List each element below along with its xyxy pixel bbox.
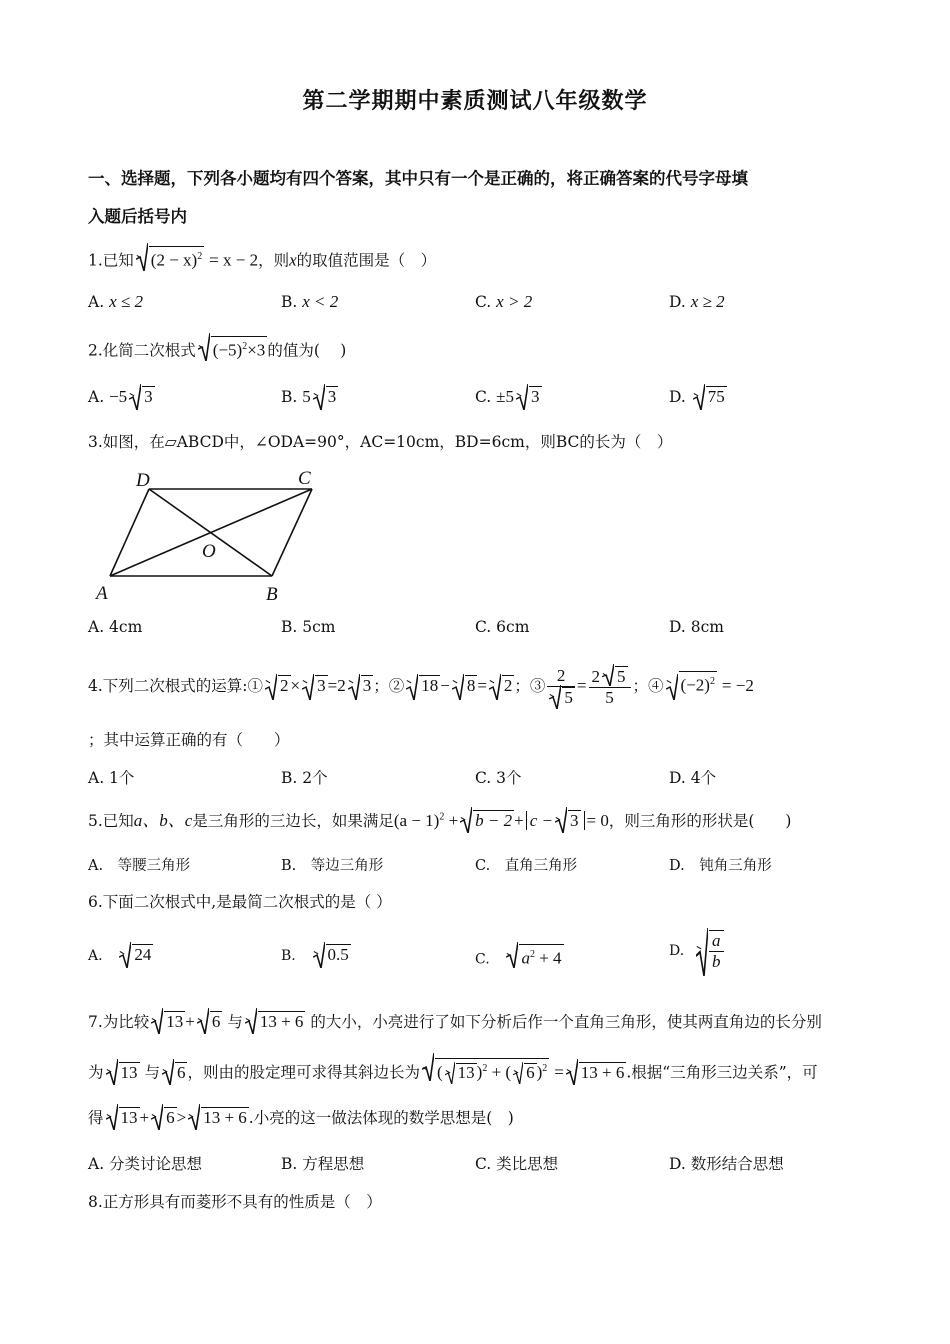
q7-l3-gt: > — [176, 1108, 187, 1127]
q1-option-c[interactable] — [475, 292, 532, 312]
q4-e3-eq: = — [576, 676, 587, 695]
q6-option-d-num: a — [709, 931, 724, 952]
q4-option-a[interactable]: A. 1个 — [88, 769, 135, 787]
q5-plus-2: + — [514, 811, 524, 830]
q4-e1-r1: 2 — [280, 676, 289, 695]
q5-eq-zero: = 0 — [586, 811, 609, 830]
q7-l3-sqrt-13p6 — [188, 1107, 249, 1128]
q4-e2-r2: 8 — [466, 676, 476, 695]
q5-term-3-radicand: 3 — [570, 811, 579, 830]
q1-option-d-label: D. — [669, 293, 686, 311]
q7-option-d[interactable]: D. 数形结合思想 — [669, 1155, 784, 1173]
q2-option-b[interactable] — [281, 386, 338, 407]
q6-option-b-label: B. — [281, 948, 296, 964]
vertex-label-a: A — [96, 583, 108, 604]
q1-exponent: 2 — [197, 251, 203, 262]
vertex-label-b: B — [266, 584, 278, 605]
q4-option-c[interactable]: C. 3个 — [475, 769, 522, 787]
center-label-o: O — [202, 541, 216, 562]
q6-option-c-base: a — [521, 948, 530, 968]
q4-e1-sqrt2 — [302, 662, 328, 710]
q6-option-c-exp: 2 — [529, 949, 535, 960]
q5-option-c[interactable]: C. 直角三角形 — [475, 858, 578, 874]
q1-option-d-value: x ≥ 2 — [690, 292, 725, 311]
q1-option-d[interactable] — [669, 292, 725, 312]
q2-option-d-label: D. — [669, 388, 686, 406]
q5-option-a[interactable]: A. 等腰三角形 — [88, 858, 191, 874]
q5-mid: 是三角形的三边长，如果满足 — [192, 812, 394, 830]
q4-e2-r3: 2 — [503, 676, 513, 695]
q7-l2-inner-r6: 6 — [526, 1062, 535, 1082]
q1-option-a[interactable] — [88, 292, 143, 312]
q4-e2-minus: − — [440, 676, 450, 695]
q4-option-b[interactable]: B. 2个 — [281, 769, 328, 787]
q7-prefix: 7.为比较 — [88, 1013, 150, 1031]
vertex-label-c: C — [298, 468, 311, 489]
q4-e3-rden: 5 — [605, 688, 614, 707]
q4-e4-radicand: (−2) — [680, 676, 710, 695]
question-1 — [88, 246, 878, 271]
q4-option-d[interactable]: D. 4个 — [669, 769, 717, 787]
q1-option-c-value: x > 2 — [496, 292, 533, 311]
q2-radicand-tail: ×3 — [247, 340, 266, 360]
q4-e2-sqrt1 — [406, 662, 440, 710]
q2-options — [88, 386, 868, 410]
q2-suffix: 的值为( ) — [267, 341, 347, 360]
q5-suffix: ，则三角形的形状是( ) — [608, 812, 792, 830]
parallelogram-figure — [92, 462, 332, 608]
diagonal-bd — [149, 489, 272, 576]
q4-e4-exp: 2 — [709, 676, 715, 688]
q4-e3-frac-left — [547, 666, 575, 708]
q4-prefix: 4.下列二次根式的运算:① — [88, 677, 264, 695]
q2-option-a-radicand: 3 — [144, 387, 153, 406]
q4-e2-sqrt2 — [452, 662, 478, 710]
q7-l3-r6: 6 — [166, 1108, 175, 1127]
question-5 — [88, 806, 878, 831]
q1-option-a-value: x ≤ 2 — [109, 292, 143, 311]
q6-option-c-label: C. — [475, 951, 490, 968]
q2-option-c[interactable] — [475, 386, 542, 407]
question-4 — [88, 662, 878, 710]
q7-l2-sqrt-13p6 — [566, 1062, 627, 1083]
q2-option-a-coef: −5 — [109, 387, 128, 406]
q7-suffix-1: 的大小，小亮进行了如下分析后作一个直角三角形，使其两直角边的长分别 — [310, 1013, 822, 1031]
q7-l2-inner-r13: 13 — [457, 1062, 475, 1082]
q3-option-b[interactable]: B. 5cm — [281, 618, 336, 636]
q1-radicand: (2 − x) — [150, 250, 198, 270]
q7-l2-sqrt-13 — [106, 1062, 140, 1083]
q5-vars: a、b、c — [133, 811, 193, 830]
q6-option-a-label: A. — [88, 948, 103, 964]
q4-line-2: ；其中运算正确的有（ ） — [88, 731, 290, 749]
q2-option-d[interactable] — [669, 386, 727, 407]
q6-option-a[interactable] — [88, 944, 153, 965]
q6-options — [88, 931, 868, 984]
q7-r13: 13 — [166, 1012, 184, 1031]
q2-option-a-label: A. — [88, 388, 105, 406]
q7-l2-suffix: .根据“三角形三边关系”，可 — [626, 1063, 818, 1082]
q7-plus: + — [185, 1012, 195, 1031]
q2-option-c-radicand: 3 — [531, 387, 540, 406]
q4-e2-eq: = — [477, 676, 487, 695]
q2-option-c-sqrt — [516, 386, 542, 407]
q7-l2-eq: = — [554, 1062, 564, 1082]
q6-option-c[interactable] — [475, 944, 564, 969]
q6-option-d[interactable] — [669, 930, 724, 972]
q3-option-a[interactable]: A. 4cm — [88, 618, 143, 636]
q7-l3-prefix: 得 — [88, 1109, 104, 1127]
q7-options — [88, 1152, 868, 1176]
q4-e3-rnum-rad: 5 — [617, 667, 626, 686]
q2-option-c-coef: ±5 — [496, 387, 515, 406]
q7-l2-r6: 6 — [176, 1062, 186, 1082]
question-3: 3.如图，在▱ABCD中，∠ODA=90°，AC=10cm，BD=6cm，则BC的长为（ ） — [88, 433, 673, 451]
q7-r13p6: 13 + 6 — [259, 1012, 304, 1031]
q2-option-b-radicand: 3 — [327, 387, 337, 406]
q6-option-d-den: b — [712, 952, 721, 971]
q2-option-b-label: B. — [281, 388, 298, 406]
q1-equation-rhs: = x − 2 — [209, 250, 259, 270]
q2-option-a[interactable] — [88, 386, 155, 407]
q7-l3-plus: + — [139, 1108, 150, 1127]
q5-term-1-exp: 2 — [439, 811, 445, 823]
q4-e1-sqrt3 — [348, 662, 374, 710]
q4-e4-eq: = −2 — [721, 676, 754, 695]
q2-option-a-sqrt — [129, 386, 155, 407]
q6-option-d-sqrt — [696, 930, 724, 972]
question-6: 6.下面二次根式中,是最简二次根式的是（ ） — [88, 893, 392, 911]
q4-sep3: ；③ — [514, 677, 546, 695]
q1-option-b-value: x < 2 — [302, 292, 339, 311]
q4-e2-r1: 18 — [421, 676, 439, 695]
section-heading-line-2: 入题后括号内 — [88, 207, 187, 226]
q1-option-b-label: B. — [281, 293, 298, 311]
q7-l2-prefix: 为 — [88, 1063, 104, 1082]
edge-da — [110, 489, 149, 576]
q7-r6: 6 — [211, 1012, 221, 1031]
q7-l3-r13: 13 — [120, 1108, 138, 1127]
q2-option-d-radicand: 75 — [707, 387, 725, 406]
q4-e1-sqrt1 — [265, 662, 291, 710]
q1-option-b[interactable] — [281, 292, 338, 312]
q1-option-a-label: A. — [88, 293, 105, 311]
q7-l2-and: 与 — [144, 1063, 160, 1082]
q5-prefix: 5.已知 — [88, 812, 134, 830]
q5-option-d[interactable]: D. 钝角三角形 — [669, 858, 772, 874]
q7-l2-big-sqrt: ( 13 )$^2$ + ( 6 )$^2$ — [422, 1058, 549, 1083]
q2-option-d-sqrt — [693, 386, 727, 407]
q6-option-d-label: D. — [669, 943, 685, 959]
q5-option-b[interactable]: B. 等边三角形 — [281, 858, 384, 874]
q4-e1-eq: =2 — [327, 676, 346, 695]
q4-e1-r3: 3 — [362, 676, 372, 695]
q5-term-3-pre: c − — [529, 811, 554, 830]
q5-term-1: (a − 1) — [393, 811, 440, 830]
q4-e3-den: 5 — [564, 688, 573, 707]
q6-option-a-radicand: 24 — [134, 945, 152, 964]
question-7-line-3 — [88, 1106, 878, 1128]
question-7-line-2 — [88, 1058, 878, 1083]
q5-abs-term — [526, 811, 585, 830]
q5-term-2-radicand: b − 2 — [475, 811, 513, 830]
q7-and: 与 — [227, 1013, 243, 1031]
q3-options — [88, 618, 868, 642]
q7-sqrt-13 — [151, 1011, 185, 1032]
q4-options — [88, 766, 868, 790]
q4-sep4: ；④ — [632, 677, 664, 695]
q1-text-a: ，则 — [258, 251, 290, 270]
q2-prefix: 2.化简二次根式 — [88, 341, 196, 360]
q7-l2-mid: ，则由的股定理可求得其斜边长为 — [187, 1063, 420, 1082]
q6-option-b-sqrt — [313, 944, 351, 965]
q1-text-b: 的取值范围是（ ） — [296, 251, 437, 270]
q4-e3-rnum-coef: 2 — [591, 667, 601, 686]
q4-e1-r2: 3 — [317, 676, 326, 695]
question-2 — [88, 336, 878, 361]
q6-option-b-radicand: 0.5 — [327, 945, 349, 964]
q7-sqrt-6 — [197, 1011, 223, 1032]
q4-e4-sqrt — [666, 662, 717, 710]
q7-option-a[interactable]: A. 分类讨论思想 — [88, 1155, 203, 1173]
q6-option-b[interactable] — [281, 944, 351, 965]
q6-option-a-sqrt — [119, 944, 153, 965]
vertex-label-d: D — [136, 470, 150, 491]
q4-e3-frac-right — [589, 666, 631, 708]
q4-sep2: ；② — [373, 677, 405, 695]
q2-option-b-sqrt — [313, 386, 339, 407]
q3-option-c[interactable]: C. 6cm — [475, 618, 530, 636]
q7-l3-suffix: .小亮的这一做法体现的数学思想是( ) — [248, 1109, 514, 1127]
q7-option-c[interactable]: C. 类比思想 — [475, 1155, 559, 1173]
q2-exponent: 2 — [242, 341, 248, 352]
q3-option-d[interactable]: D. 8cm — [669, 618, 724, 636]
q2-radicand: (−5) — [212, 340, 243, 360]
q7-l3-r13p6: 13 + 6 — [203, 1108, 247, 1127]
edge-bc — [272, 489, 312, 576]
q1-option-c-label: C. — [475, 293, 492, 311]
q7-l2-r13: 13 — [120, 1062, 138, 1082]
q5-options — [88, 854, 868, 878]
q2-sqrt — [198, 336, 268, 361]
q6-option-c-tail: + 4 — [539, 948, 562, 968]
q7-l3-sqrt-6 — [151, 1107, 177, 1128]
q1-variable: x — [289, 250, 297, 270]
q7-l3-sqrt-13 — [106, 1107, 140, 1128]
q7-sqrt-13p6 — [245, 1011, 306, 1032]
section-heading-line-1: 一、选择题，下列各小题均有四个答案，其中只有一个是正确的，将正确答案的代号字母填 — [88, 169, 748, 188]
page-title: 第二学期期中素质测试八年级数学 — [302, 88, 648, 114]
q4-e1-times: × — [290, 676, 301, 695]
q1-prefix: 1.已知 — [88, 251, 134, 270]
q1-sqrt — [136, 246, 204, 271]
q5-term-2-sqrt — [460, 810, 514, 831]
q7-l2-r13p6: 13 + 6 — [580, 1062, 625, 1082]
q2-option-b-coef: 5 — [302, 387, 311, 406]
question-8: 8.正方形具有而菱形不具有的性质是（ ） — [88, 1193, 382, 1211]
q4-e3-num: 2 — [547, 666, 575, 687]
q7-option-b[interactable]: B. 方程思想 — [281, 1155, 365, 1173]
question-7-line-1 — [88, 1010, 878, 1032]
q7-l2-sqrt-6 — [162, 1062, 188, 1083]
q6-option-c-sqrt — [506, 944, 563, 969]
q5-plus-1: + — [448, 811, 459, 830]
q2-option-c-label: C. — [475, 388, 492, 406]
q4-e2-sqrt3 — [489, 662, 515, 710]
q1-options — [88, 292, 868, 316]
section-heading — [88, 162, 868, 234]
